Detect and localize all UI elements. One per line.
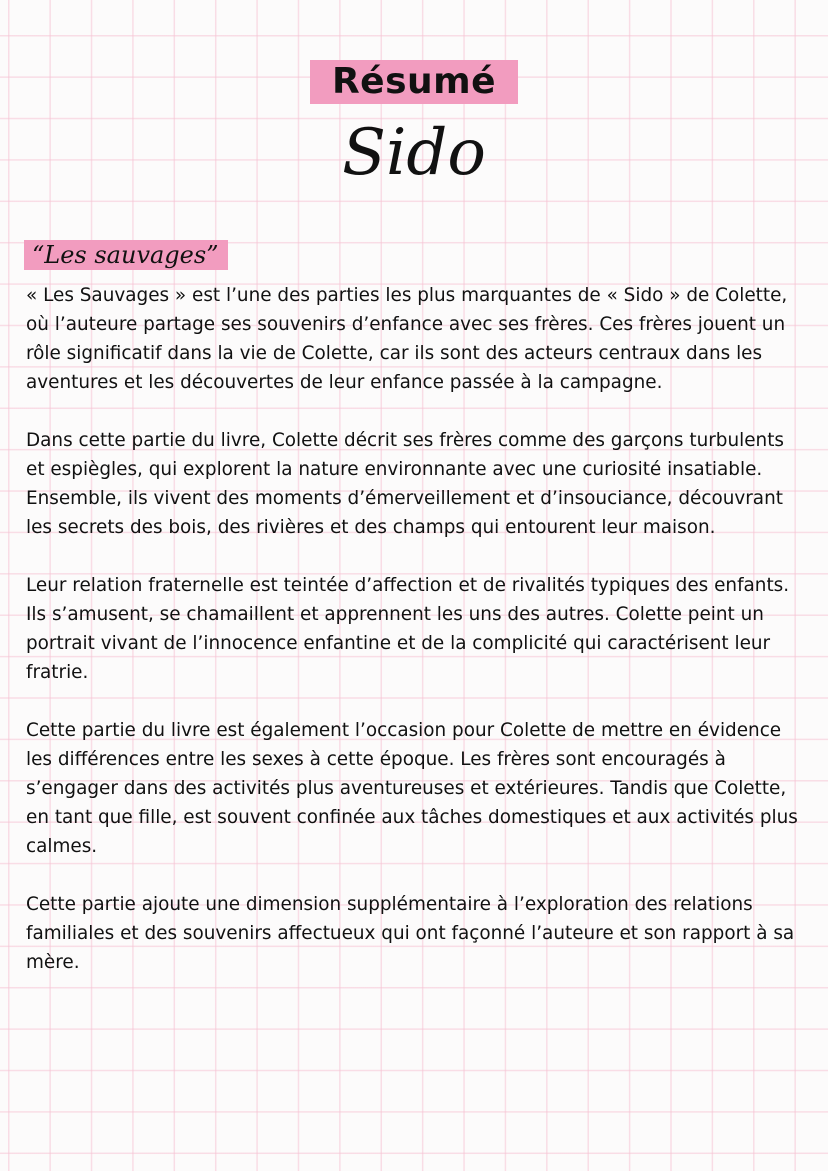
section-body xyxy=(26,281,801,1006)
paragraph-2: Dans cette partie du livre, Colette décrit ses frères comme des garçons turbulents et espiègles, qui explorent la nature environnante avec une curiosité insatiable. Ensemble, ils vivent des moments d’émerveillement et d’insouciance, découvrant les secrets des bois, des rivières et des champs qui entourent leur maison. xyxy=(26,430,784,538)
paragraph-4: Cette partie du livre est également l’occasion pour Colette de mettre en évidence les différences entre les sexes à cette époque. Les frères sont encouragés à s’engager dans des activités plus aventureuses et extérieures. Tandis que Colette, en tant que fille, est souvent confinée aux tâches domestiques et aux activités plus calmes. xyxy=(26,720,798,857)
paragraph-1: « Les Sauvages » est l’une des parties les plus marquantes de « Sido » de Colette, où l’auteure partage ses souvenirs d’enfance avec ses frères. Ces frères jouent un rôle significatif dans la vie de Colette, car ils sont des acteurs centraux dans les aventures et les découvertes de leur enfance passée à la campagne. xyxy=(26,285,788,393)
section-heading: “Les sauvages” xyxy=(24,240,228,270)
paragraph-5: Cette partie ajoute une dimension supplémentaire à l’exploration des relations familiales et des souvenirs affectueux qui ont façonné l’auteure et son rapport à sa mère. xyxy=(26,894,795,973)
page-subtitle: Sido xyxy=(342,116,486,190)
paragraph-3: Leur relation fraternelle est teintée d’affection et de rivalités typiques des enfants. Ils s’amusent, se chamaillent et apprennent les uns des autres. Colette peint un portrait vivant de l’innocence enfantine et de la complicité qui caractérisent leur fratrie. xyxy=(26,575,790,683)
page-title: Résumé xyxy=(310,60,518,104)
title-block xyxy=(0,60,828,104)
